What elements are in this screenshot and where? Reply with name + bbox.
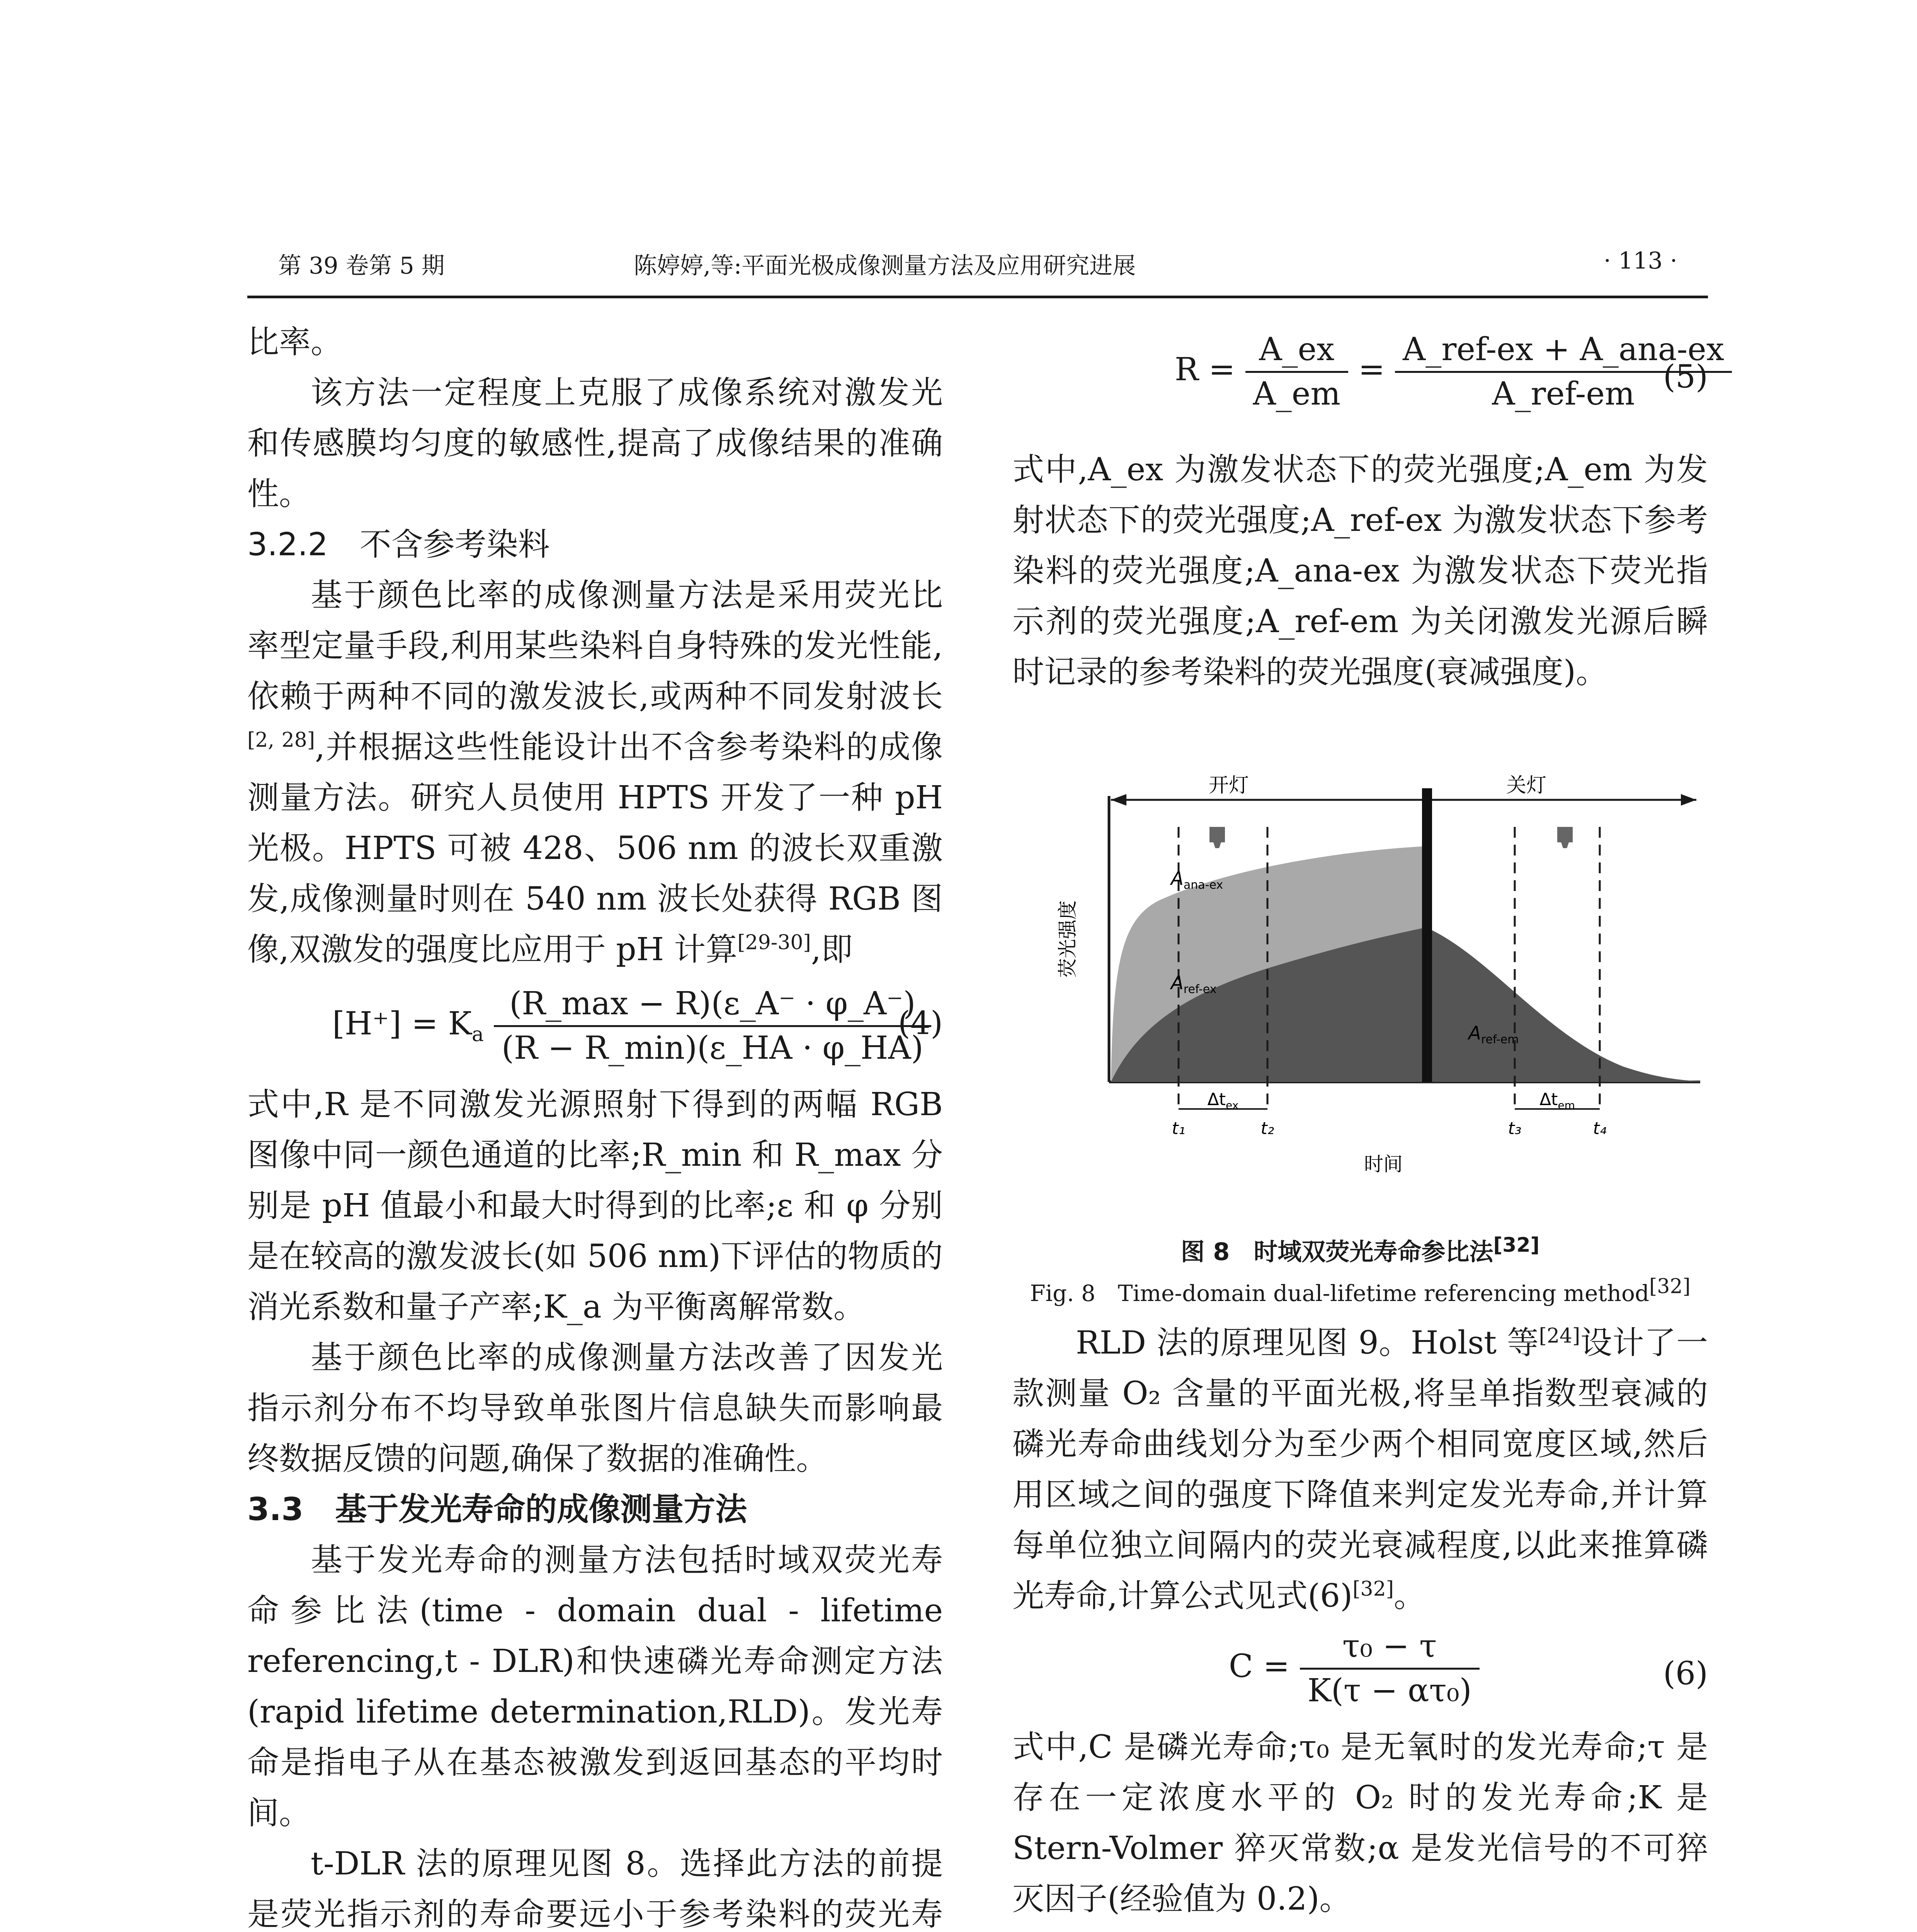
equation-number: (4) xyxy=(898,1005,943,1042)
paragraph: 基于发光寿命的测量方法包括时域双荧光寿命参比法(time - domain dual - lifetime referencing,t - DLR)和快速磷光寿命测定方法(rapid lifetime determination,RLD)。发光寿命是指电子从在基态被激发到返回基态的平均时间。 xyxy=(247,1542,943,1832)
lamp-off-icon xyxy=(1557,827,1573,842)
section-heading-3-2-2: 3.2.2 不含参考染料 xyxy=(247,526,550,563)
paragraph: 基于颜色比率的成像测量方法改善了因发光指示剂分布不均导致单张图片信息缺失而影响最终数据反馈的问题,确保了数据的准确性。 xyxy=(247,1339,943,1477)
citation: [29-30] xyxy=(737,931,811,954)
citation: [2, 28] xyxy=(247,728,315,752)
lamp-on-icon xyxy=(1213,842,1221,848)
equation-fraction xyxy=(1300,1625,1480,1712)
right-column-middle xyxy=(1012,1318,1708,1924)
text: ,即 xyxy=(811,931,853,968)
text: t-DLR 法的原理见图 8。选择此方法的前提是荧光指示剂的寿命要远小于参考染料的荧光寿 xyxy=(247,1845,943,1932)
paragraph: 式中,C 是磷光寿命;τ₀ 是无氧时的发光寿命;τ 是存在一定浓度水平的 O₂ 时的发光寿命;K 是 Stern-Volmer 猝灭常数;α 是发光信号的不可猝灭因子(经验值为 0.2)。 xyxy=(1012,1729,1708,1917)
equation-fraction xyxy=(494,983,931,1070)
header-rule xyxy=(247,296,1708,298)
header-journal-issue: 第 39 卷第 5 期 xyxy=(278,252,445,279)
arrowhead xyxy=(1681,794,1696,806)
tick-t3: t₃ xyxy=(1508,1119,1522,1138)
citation: [24] xyxy=(1539,1324,1580,1348)
label-light-on: 开灯 xyxy=(1208,774,1249,797)
equation-number: (5) xyxy=(1663,359,1708,395)
equation-lhs-sub: a xyxy=(471,1023,484,1046)
figure-8-caption-en: Fig. 8 Time-domain dual-lifetime referencing method[32] xyxy=(1030,1275,1691,1306)
citation: [32] xyxy=(1352,1577,1394,1601)
equation-lhs: [H⁺] = K xyxy=(332,1005,472,1042)
equation-numerator: A_ex xyxy=(1245,328,1349,373)
header-page-number: · 113 · xyxy=(1604,247,1677,274)
left-column xyxy=(247,317,943,1932)
lamp-on-icon xyxy=(1209,827,1225,842)
tick-t4: t₄ xyxy=(1593,1119,1607,1138)
equation-4 xyxy=(247,975,943,1079)
x-axis-label: 时间 xyxy=(1364,1153,1403,1175)
equation-denominator: (R − R_min)(ε_HA · φ_HA) xyxy=(501,1030,924,1066)
figure-8-caption-zh: 图 8 时域双荧光寿命参比法[32] xyxy=(1180,1233,1540,1266)
equation-equals: = xyxy=(1358,351,1385,388)
equation-lhs: R = xyxy=(1175,351,1235,388)
label-a-ref-ex: $A_{ref-ex}$ xyxy=(1171,972,1217,996)
switch-off-bar xyxy=(1422,788,1432,1082)
equation-6 xyxy=(1012,1621,1708,1722)
equation-denominator: A_em xyxy=(1253,376,1341,412)
equation-numerator: τ₀ − τ xyxy=(1300,1625,1480,1670)
tick-t2: t₂ xyxy=(1260,1119,1274,1138)
equation-fraction xyxy=(1245,328,1349,415)
paragraph xyxy=(247,570,943,975)
equation-denominator: A_ref-em xyxy=(1492,376,1635,412)
text: 设计了一款测量 O₂ 含量的平面光极,将呈单指数型衰减的磷光寿命曲线划分为至少两个相同宽度区域,然后用区域之间的强度下降值来判定发光寿命,并计算每单位独立间隔内的荧光衰减程度,以此来推算磷光寿命,计算公式见式(6) xyxy=(1012,1325,1708,1614)
equation-numerator: A_ref-ex + A_ana-ex xyxy=(1395,328,1732,373)
label-a-ana-ex: $A_{ana-ex}$ xyxy=(1171,868,1223,892)
equation-numerator: (R_max − R)(ε_A⁻ · φ_A⁻) xyxy=(494,983,931,1027)
label-delta-t-em: $\Delta t_{em}$ xyxy=(1539,1090,1575,1112)
section-heading-3-3: 3.3 基于发光寿命的成像测量方法 xyxy=(247,1491,747,1528)
paragraph xyxy=(247,1838,943,1932)
text: 基于颜色比率的成像测量方法是采用荧光比率型定量手段,利用某些染料自身特殊的发光性能,依赖于两种不同的激发波长,或两种不同发射波长 xyxy=(247,577,943,715)
equation-5 xyxy=(1012,317,1724,444)
label-a-ref-em: $A_{ref-em}$ xyxy=(1468,1022,1519,1046)
paragraph xyxy=(1012,1318,1708,1621)
text: ,并根据这些性能设计出不含参考染料的成像测量方法。研究人员使用 HPTS 开发了一种 pH 光极。HPTS 可被 428、506 nm 的波长双重激发,成像测量时则在 540 nm 波长处获得 RGB 图像,双激发的强度比应用于 pH 计算 xyxy=(247,729,943,968)
paragraph: 该方法一定程度上克服了成像系统对激发光和传感膜均匀度的敏感性,提高了成像结果的准确性。 xyxy=(247,374,943,512)
label-delta-t-ex: $\Delta t_{ex}$ xyxy=(1207,1090,1239,1112)
text: RLD 法的原理见图 9。Holst 等 xyxy=(1076,1325,1539,1361)
right-column-top xyxy=(1012,317,1724,697)
lamp-off-icon xyxy=(1561,842,1569,848)
paragraph: 比率。 xyxy=(247,324,343,361)
paragraph: 式中,R 是不同激发光源照射下得到的两幅 RGB 图像中同一颜色通道的比率;R_min 和 R_max 分别是 pH 值最小和最大时得到的比率;ε 和 φ 分别是在较高的激发波长(如 506 nm)下评估的物质的消光系数和量子产率;K_a 为平衡离解常数。 xyxy=(247,1086,943,1325)
header-article-title: 陈婷婷,等:平面光极成像测量方法及应用研究进展 xyxy=(634,252,1136,279)
equation-number: (6) xyxy=(1663,1655,1708,1692)
tick-t1: t₁ xyxy=(1172,1119,1186,1138)
equation-denominator: K(τ − ατ₀) xyxy=(1307,1672,1472,1709)
label-light-off: 关灯 xyxy=(1506,774,1547,797)
figure-8-diagram xyxy=(1043,773,1723,1221)
equation-lhs: C = xyxy=(1229,1648,1290,1685)
text: 。 xyxy=(1393,1578,1425,1614)
paragraph: 式中,A_ex 为激发状态下的荧光强度;A_em 为发射状态下的荧光强度;A_ref-ex 为激发状态下参考染料的荧光强度;A_ana-ex 为激发状态下荧光指示剂的荧光强度;A_ref-em 为关闭激发光源后瞬时记录的参考染料的荧光强度(衰减强度)。 xyxy=(1012,451,1708,690)
arrowhead xyxy=(1111,794,1126,806)
y-axis-label: 荧光强度 xyxy=(1056,900,1079,978)
